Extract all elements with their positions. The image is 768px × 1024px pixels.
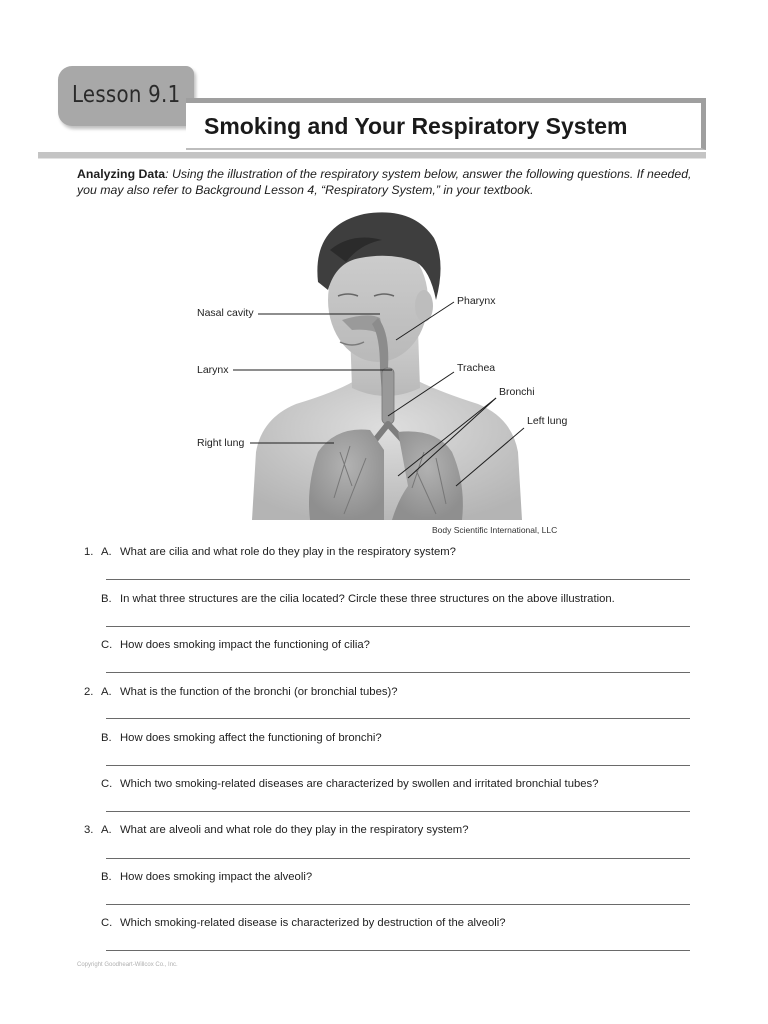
page-title: Smoking and Your Respiratory System — [204, 113, 628, 139]
label-right-lung: Right lung — [197, 437, 245, 449]
question-text: How does smoking impact the functioning of cilia? — [120, 639, 370, 651]
question-number: 3. — [84, 824, 94, 836]
label-bronchi: Bronchi — [499, 386, 535, 398]
intro-text: : Using the illustration of the respiratory system below, answer the following questions. If needed, you may also refer to Background Lesson 4, “Respiratory System,” in your textbook. — [77, 167, 692, 197]
part-letter: C. — [101, 639, 113, 651]
question-text: How does smoking impact the alveoli? — [120, 871, 313, 883]
part-letter: A. — [101, 824, 112, 836]
part-letter: B. — [101, 593, 112, 605]
question-text: What is the function of the bronchi (or bronchial tubes)? — [120, 686, 398, 698]
part-letter: C. — [101, 917, 113, 929]
label-nasal-cavity: Nasal cavity — [197, 307, 254, 319]
question-text: What are alveoli and what role do they play in the respiratory system? — [120, 824, 469, 836]
answer-line[interactable] — [106, 626, 690, 627]
question-text: What are cilia and what role do they play in the respiratory system? — [120, 546, 456, 558]
part-letter: A. — [101, 686, 112, 698]
answer-line[interactable] — [106, 672, 690, 673]
answer-line[interactable] — [106, 904, 690, 905]
answer-line[interactable] — [106, 811, 690, 812]
answer-line[interactable] — [106, 858, 690, 859]
question-number: 2. — [84, 686, 94, 698]
question-text: Which smoking-related disease is characterized by destruction of the alveoli? — [120, 917, 506, 929]
lesson-number: Lesson 9.1 — [72, 82, 181, 108]
part-letter: C. — [101, 778, 113, 790]
figure-credit: Body Scientific International, LLC — [432, 525, 558, 535]
footer-copyright: Copyright Goodheart-Willcox Co., Inc. — [77, 962, 178, 968]
answer-line[interactable] — [106, 765, 690, 766]
label-larynx: Larynx — [197, 364, 229, 376]
part-letter: B. — [101, 871, 112, 883]
label-pharynx: Pharynx — [457, 295, 496, 307]
label-left-lung: Left lung — [527, 415, 568, 427]
answer-line[interactable] — [106, 718, 690, 719]
part-letter: A. — [101, 546, 112, 558]
answer-line[interactable] — [106, 950, 690, 951]
label-trachea: Trachea — [457, 362, 496, 374]
question-text: How does smoking affect the functioning of bronchi? — [120, 732, 382, 744]
question-text: Which two smoking-related diseases are characterized by swollen and irritated bronchial tubes? — [120, 778, 599, 790]
question-text: In what three structures are the cilia located? Circle these three structures on the above illustration. — [120, 593, 615, 605]
answer-line[interactable] — [106, 579, 690, 580]
intro-lead: Analyzing Data — [77, 167, 166, 181]
part-letter: B. — [101, 732, 112, 744]
question-number: 1. — [84, 546, 94, 558]
